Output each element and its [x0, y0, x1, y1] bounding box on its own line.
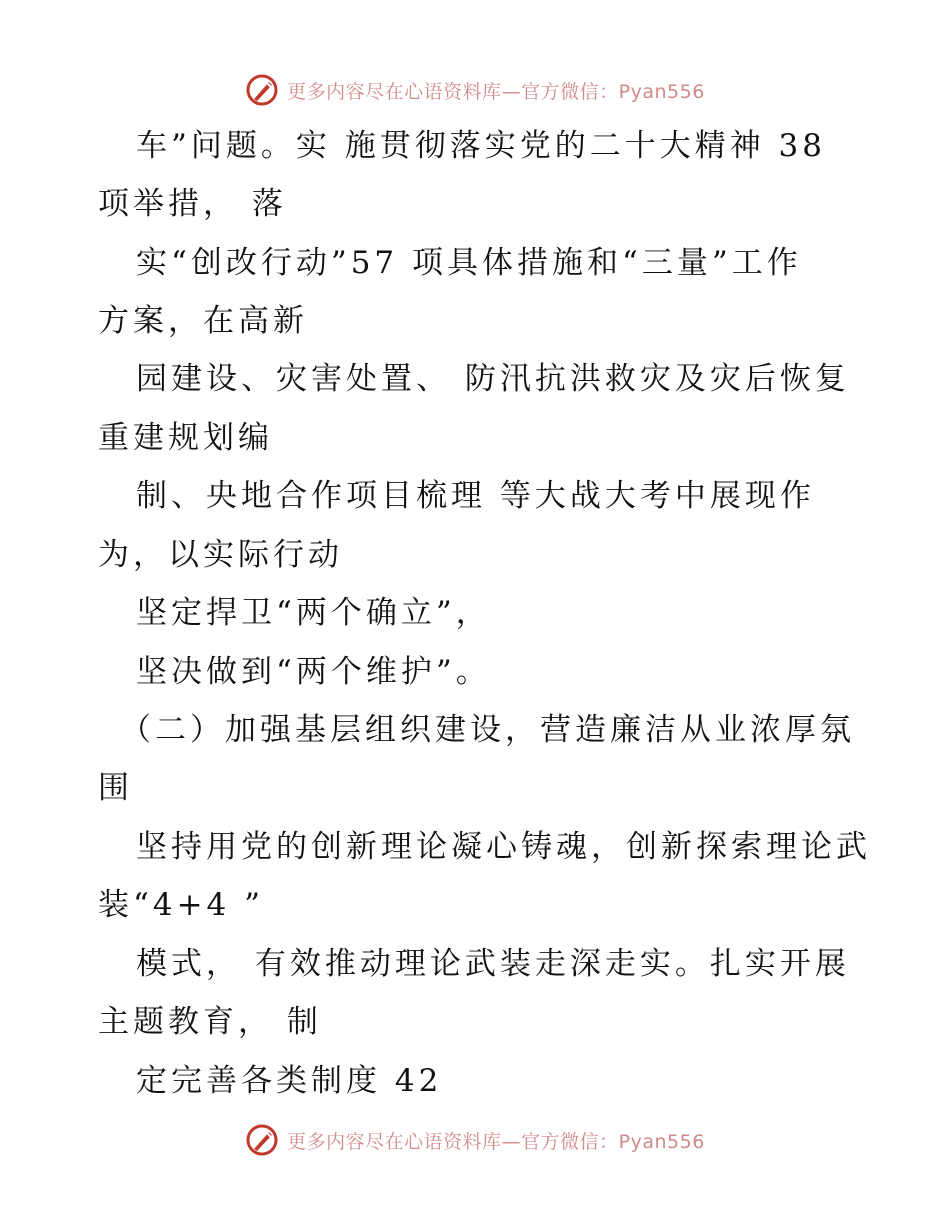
text-line: 坚持用党的创新理论凝心铸魂，创新探索理论武	[136, 829, 871, 865]
text-line: 坚决做到“两个维护”。	[136, 654, 491, 690]
pen-nib-logo-icon	[245, 1123, 279, 1157]
text-line: 定完善各类制度 42	[136, 1063, 443, 1099]
section-heading: （二）加强基层组织建设，营造廉洁从业浓厚氛	[120, 712, 855, 748]
text-line: 围	[98, 770, 133, 806]
text-line: 为，以实际行动	[98, 537, 343, 573]
watermark-text: 更多内容尽在心语资料库—官方微信：Pyan556	[287, 80, 705, 103]
watermark-text: 更多内容尽在心语资料库—官方微信：Pyan556	[287, 1130, 705, 1153]
text-line: 制、央地合作项目梳理 等大战大考中展现作	[136, 478, 815, 514]
text-line: 项举措， 落	[98, 186, 287, 222]
text-line: 实“创改行动”57 项具体措施和“三量”工作	[136, 245, 802, 281]
text-line: 园建设、灾害处置、 防汛抗洪救灾及灾后恢复	[136, 361, 850, 397]
watermark-header	[0, 70, 950, 110]
text-line: 坚定捍卫“两个确立”，	[136, 595, 491, 631]
text-line: 方案，在高新	[98, 303, 308, 339]
text-line: 车”问题。实 施贯彻落实党的二十大精神 38	[136, 128, 827, 164]
text-line: 装“4+4 ”	[98, 887, 264, 923]
text-line: 模式， 有效推动理论武装走深走实。扎实开展	[136, 946, 850, 982]
text-line: 主题教育， 制	[98, 1004, 322, 1040]
text-line: 重建规划编	[98, 420, 273, 456]
pen-nib-logo-icon	[245, 73, 279, 107]
watermark-footer	[0, 1120, 950, 1160]
